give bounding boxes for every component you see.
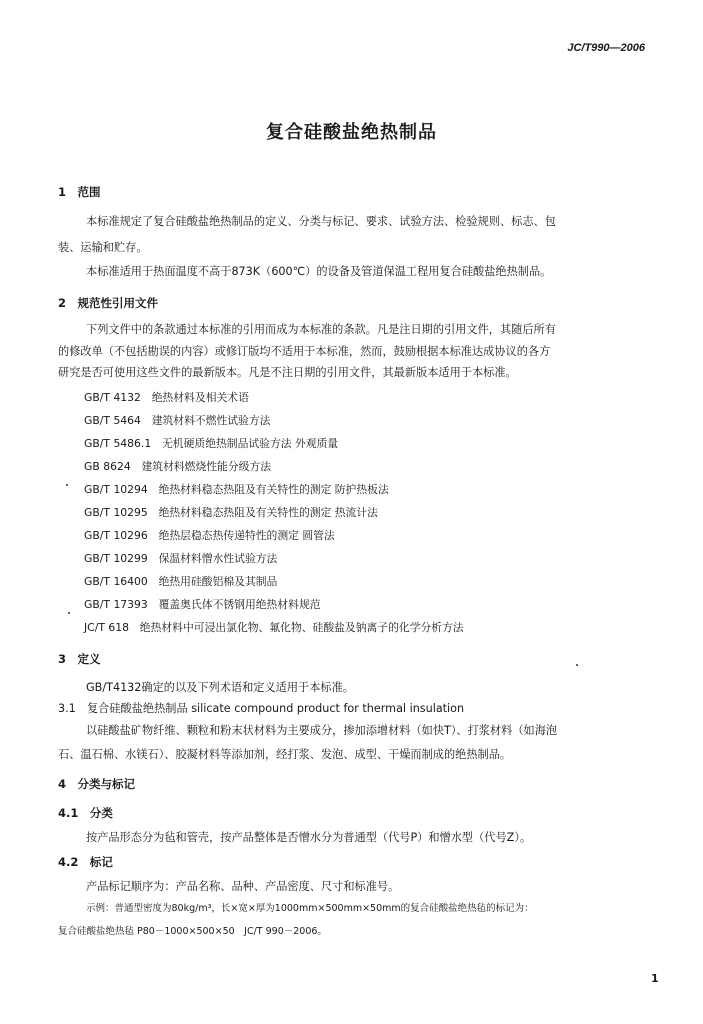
reference-item: GB/T 5464 建筑材料不燃性试验方法 bbox=[84, 414, 271, 427]
term-3-1-heading: 3.1 复合硅酸盐绝热制品 silicate compound product for thermal insulation bbox=[58, 702, 465, 715]
marking-example-intro: 示例：普通型密度为80kg/m³，长×宽×厚为1000mm×500mm×50mm的复合硅酸盐绝热毡的标记为： bbox=[86, 903, 534, 914]
section-4-heading: 4 分类与标记 bbox=[58, 777, 136, 791]
standard-code-header: JC/T990—2006 bbox=[567, 42, 645, 54]
reference-item: GB/T 4132 绝热材料及相关术语 bbox=[84, 391, 249, 404]
reference-item: GB 8624 建筑材料燃烧性能分级方法 bbox=[84, 460, 272, 473]
section-1-heading: 1 范围 bbox=[58, 185, 101, 199]
reference-item: GB/T 5486.1 无机硬质绝热制品试验方法 外观质量 bbox=[84, 437, 339, 450]
scan-speck bbox=[576, 664, 578, 666]
reference-item: GB/T 17393 覆盖奥氏体不锈钢用绝热材料规范 bbox=[84, 598, 321, 611]
reference-item: JC/T 618 绝热材料中可浸出氯化物、氟化物、硅酸盐及钠离子的化学分析方法 bbox=[84, 621, 464, 634]
section-3-paragraph-1: GB/T4132确定的以及下列术语和定义适用于本标准。 bbox=[86, 681, 354, 694]
section-2-paragraph-b: 的修改单（不包括勘误的内容）或修订版均不适用于本标准，然而，鼓励根据本标准达成协议的各方 bbox=[58, 345, 551, 358]
section-2-paragraph-c: 研究是否可使用这些文件的最新版本。凡是不注日期的引用文件，其最新版本适用于本标准。 bbox=[58, 366, 517, 379]
section-2-heading: 2 规范性引用文件 bbox=[58, 296, 159, 310]
subsection-4-1-heading: 4.1 分类 bbox=[58, 806, 113, 820]
section-1-paragraph-2: 本标准适用于热面温度不高于873K（600℃）的设备及管道保温工程用复合硅酸盐绝热制品。 bbox=[86, 265, 552, 278]
page-number: 1 bbox=[651, 972, 659, 985]
subsection-4-2-heading: 4.2 标记 bbox=[58, 855, 113, 869]
subsection-4-1-paragraph: 按产品形态分为毡和管壳，按产品整体是否憎水分为普通型（代号P）和憎水型（代号Z）。 bbox=[86, 831, 532, 844]
term-3-1-definition-a: 以硅酸盐矿物纤维、颗粒和粉末状材料为主要成分，掺加添增材料（如快T）、打浆材料（如海泡 bbox=[86, 724, 558, 737]
scan-speck bbox=[66, 484, 68, 486]
marking-example: 复合硅酸盐绝热毡 P80－1000×500×50 JC/T 990－2006。 bbox=[58, 926, 327, 937]
term-3-1-definition-b: 石、温石棉、水镁石）、胶凝材料等添加剂，经打浆、发泡、成型、干燥而制成的绝热制品。 bbox=[58, 748, 512, 761]
reference-item: GB/T 16400 绝热用硅酸铝棉及其制品 bbox=[84, 575, 278, 588]
reference-item: GB/T 10299 保温材料憎水性试验方法 bbox=[84, 552, 278, 565]
reference-item: GB/T 10294 绝热材料稳态热阻及有关特性的测定 防护热板法 bbox=[84, 483, 389, 496]
section-1-paragraph-1b: 装、运输和贮存。 bbox=[58, 241, 148, 254]
reference-item: GB/T 10296 绝热层稳态热传递特性的测定 圆管法 bbox=[84, 529, 335, 542]
subsection-4-2-paragraph: 产品标记顺序为：产品名称、品种、产品密度、尺寸和标准号。 bbox=[86, 880, 400, 893]
page-title: 复合硅酸盐绝热制品 bbox=[266, 122, 437, 143]
scan-speck bbox=[68, 612, 70, 614]
section-2-paragraph-a: 下列文件中的条款通过本标准的引用而成为本标准的条款。凡是注日期的引用文件，其随后所有 bbox=[86, 323, 556, 336]
section-1-paragraph-1a: 本标准规定了复合硅酸盐绝热制品的定义、分类与标记、要求、试验方法、检验规则、标志、包 bbox=[86, 215, 556, 228]
reference-item: GB/T 10295 绝热材料稳态热阻及有关特性的测定 热流计法 bbox=[84, 506, 378, 519]
section-3-heading: 3 定义 bbox=[58, 652, 101, 666]
